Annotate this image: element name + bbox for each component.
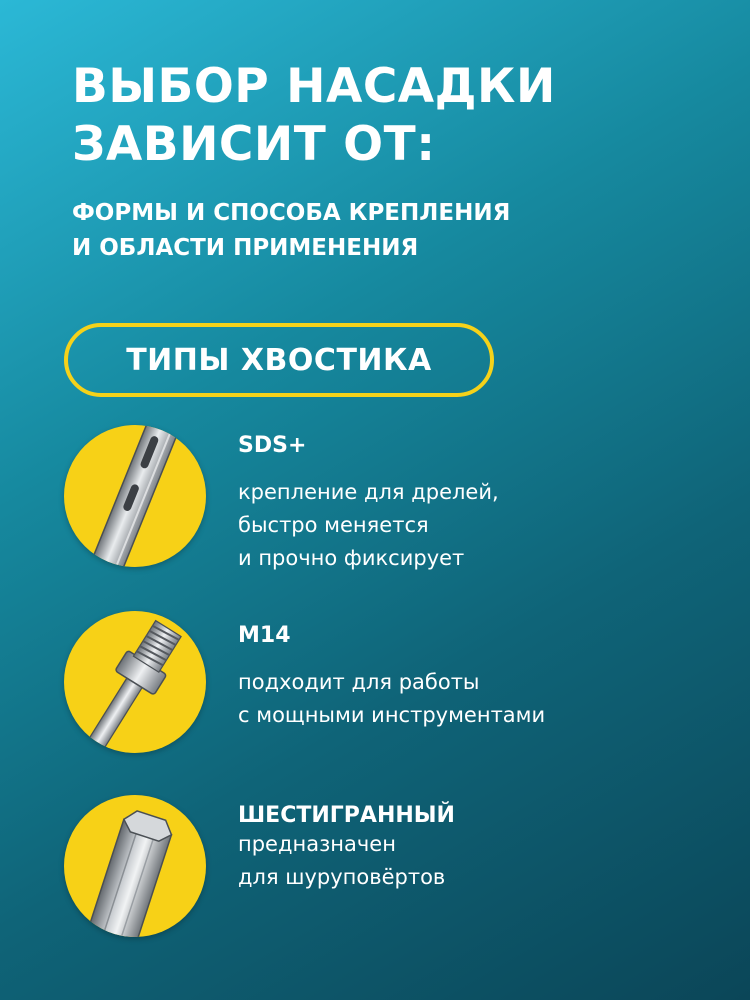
page-subtitle (72, 196, 712, 266)
m14-thread-icon (64, 611, 206, 753)
desc-line: для шуруповёртов (238, 865, 446, 889)
desc-line: крепление для дрелей, (238, 480, 499, 504)
desc-line: подходит для работы (238, 670, 480, 694)
title-line-2: ЗАВИСИТ ОТ: (72, 117, 436, 172)
item-title-m14: M14 (238, 623, 291, 648)
page-title (72, 58, 712, 174)
sds-shank-icon (64, 425, 206, 567)
hex-shank-icon (64, 795, 206, 937)
desc-line: и прочно фиксирует (238, 546, 465, 570)
desc-line: предназначен (238, 832, 396, 856)
section-label: ТИПЫ ХВОСТИКА (126, 342, 432, 378)
title-line-1: ВЫБОР НАСАДКИ (72, 59, 556, 114)
item-title-sds: SDS+ (238, 433, 307, 458)
item-desc-m14 (238, 666, 708, 732)
desc-line: с мощными инструментами (238, 703, 546, 727)
section-label-pill (64, 323, 494, 397)
desc-line: быстро меняется (238, 513, 429, 537)
item-desc-sds (238, 476, 708, 575)
subtitle-line-1: ФОРМЫ И СПОСОБА КРЕПЛЕНИЯ (72, 200, 511, 226)
item-title-hex: ШЕСТИГРАННЫЙ (238, 803, 455, 828)
item-desc-hex (238, 828, 708, 894)
subtitle-line-2: И ОБЛАСТИ ПРИМЕНЕНИЯ (72, 235, 419, 261)
